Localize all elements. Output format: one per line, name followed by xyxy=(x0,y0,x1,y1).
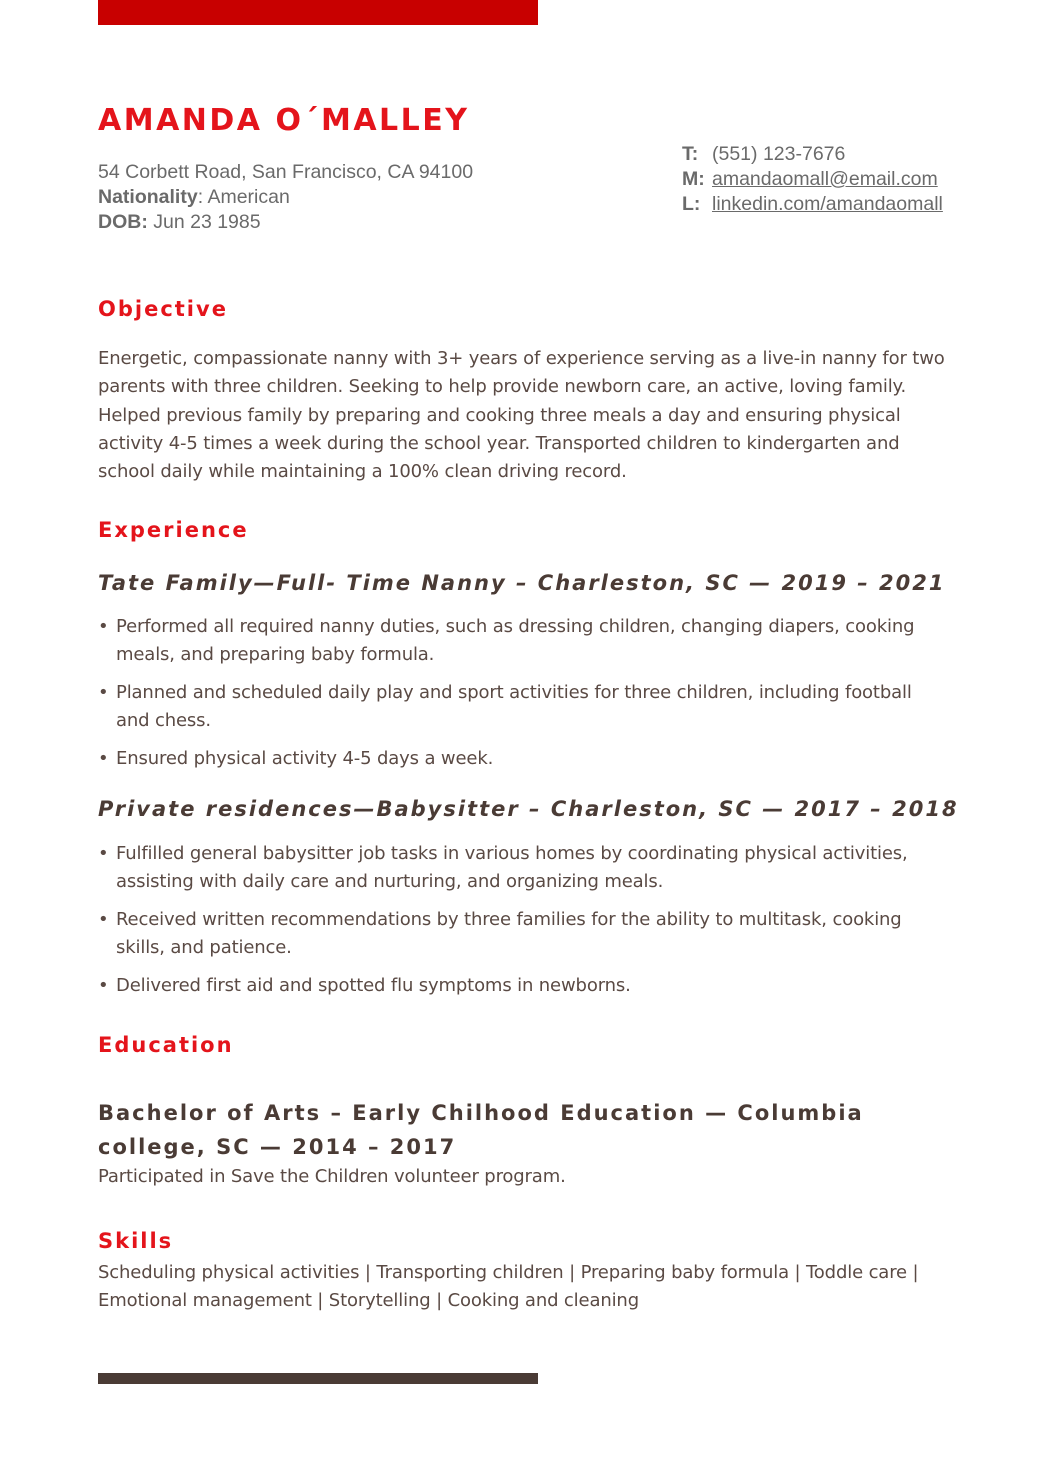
list-item: • Fulfilled general babysitter job tasks in various homes by coordinating physical activities, assisting with daily care and nurturing, and organizing meals. xyxy=(98,840,948,896)
top-accent-bar xyxy=(98,0,538,25)
contact-linkedin xyxy=(682,192,943,217)
contact-info xyxy=(682,142,943,217)
dob-value: Jun 23 1985 xyxy=(147,211,261,233)
phone-label: T: xyxy=(682,143,699,165)
list-item: • Ensured physical activity 4-5 days a week. xyxy=(98,745,948,773)
nationality-label: Nationality xyxy=(98,186,198,208)
phone-value: (551) 123-7676 xyxy=(712,143,846,165)
list-item: • Performed all required nanny duties, such as dressing children, changing diapers, cooking meals, and preparing baby formula. xyxy=(98,613,948,669)
linkedin-label: L: xyxy=(682,193,701,215)
objective-text: Energetic, compassionate nanny with 3+ years of experience serving as a live-in nanny for two parents with three children. Seeking to help provide newborn care, an active, loving family. Helped previous family by preparing and cooking three meals a day and ensuring physical activity 4-5 times a week during the school year. Transported children to kindergarten and school daily while maintaining a 100% clean driving record. xyxy=(98,348,945,483)
candidate-name: AMANDA O´MALLEY xyxy=(98,103,470,138)
degree-title: Bachelor of Arts – Early Chilhood Education — Columbia college, SC — 2014 – 2017 xyxy=(98,1101,864,1159)
nationality xyxy=(98,185,473,210)
bottom-accent-bar xyxy=(98,1373,538,1384)
contact-phone xyxy=(682,142,943,167)
education-note: Participated in Save the Children volunteer program. xyxy=(98,1166,566,1187)
address: 54 Corbett Road, San Francisco, CA 94100 xyxy=(98,161,474,183)
education-heading: Education xyxy=(98,1033,234,1057)
skills-heading: Skills xyxy=(98,1229,174,1253)
job-title: Private residences—Babysitter – Charleston, SC — 2017 – 2018 xyxy=(98,797,959,821)
objective-heading: Objective xyxy=(98,297,228,321)
email-label: M: xyxy=(682,168,705,190)
dob xyxy=(98,210,473,235)
job-bullets xyxy=(98,613,948,783)
nationality-value: : American xyxy=(197,186,290,208)
experience-heading: Experience xyxy=(98,518,249,542)
contact-email xyxy=(682,167,943,192)
skills-text: Scheduling physical activities | Transporting children | Preparing baby formula | Toddle care | Emotional management | Storytelling | Cooking and cleaning xyxy=(98,1262,919,1312)
list-item: • Received written recommendations by three families for the ability to multitask, cooking skills, and patience. xyxy=(98,906,948,962)
linkedin-link[interactable]: linkedin.com/amandaomall xyxy=(712,193,943,215)
job-bullets xyxy=(98,840,948,1010)
email-link[interactable]: amandaomall@email.com xyxy=(712,168,938,190)
list-item: • Delivered first aid and spotted flu symptoms in newborns. xyxy=(98,972,948,1000)
dob-label: DOB: xyxy=(98,211,148,233)
personal-info xyxy=(98,160,473,235)
job-title: Tate Family—Full- Time Nanny – Charleston, SC — 2019 – 2021 xyxy=(98,571,946,595)
list-item: • Planned and scheduled daily play and sport activities for three children, including football and chess. xyxy=(98,679,948,735)
